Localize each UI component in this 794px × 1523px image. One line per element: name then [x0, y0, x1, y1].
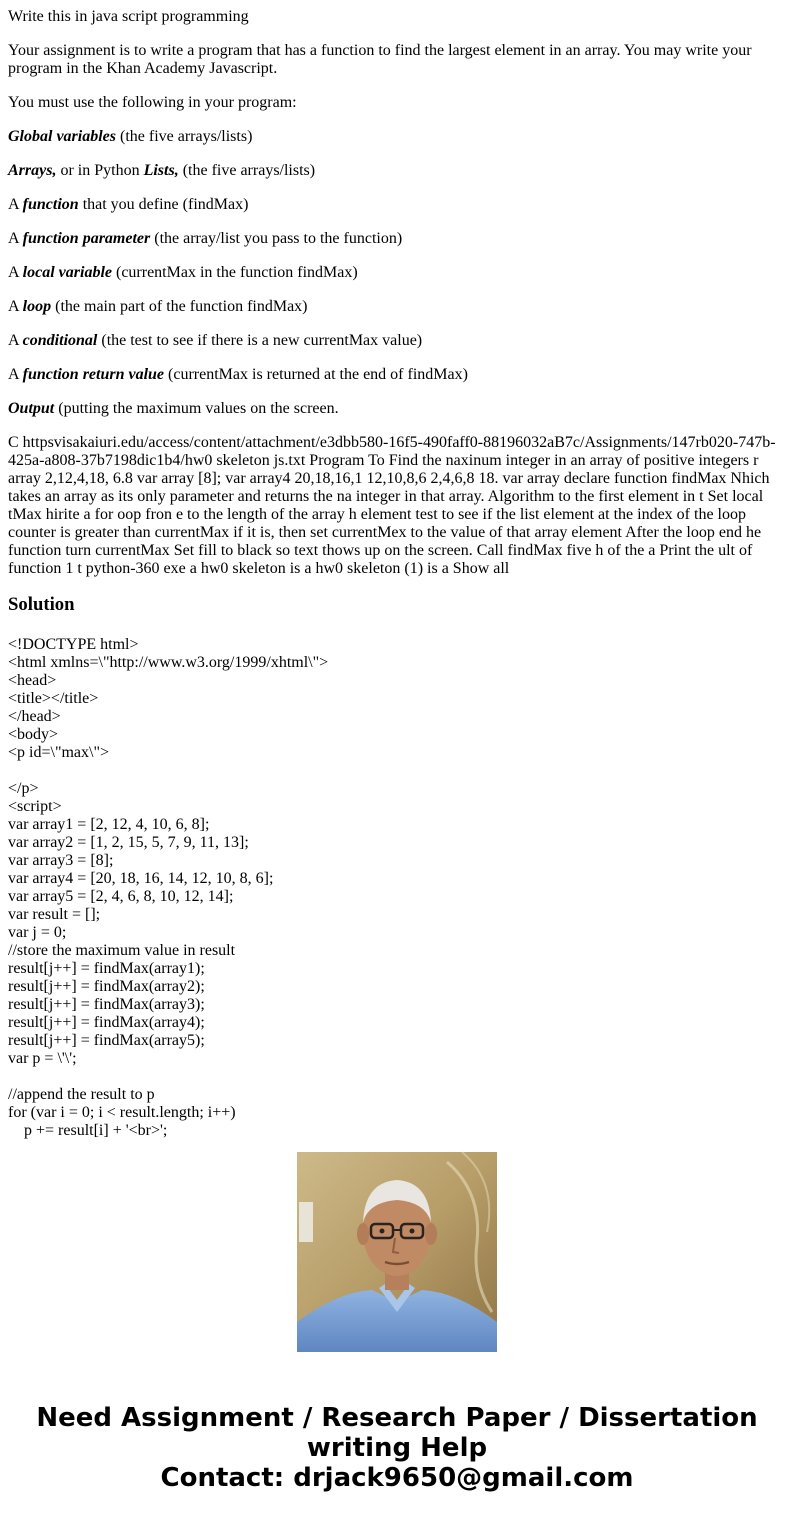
code-line: p += result[i] + '<br>'; [8, 1122, 168, 1139]
code-line: var array4 = [20, 18, 16, 14, 12, 10, 8, 6]; [8, 870, 274, 887]
requirement-item: A function parameter (the array/list you pass to the function) [8, 230, 403, 247]
requirement-item: A loop (the main part of the function findMax) [8, 298, 308, 315]
requirement-item: Arrays, or in Python Lists, (the five arrays/lists) [8, 162, 316, 179]
code-line: <!DOCTYPE html> [8, 636, 139, 653]
requirement-item: A conditional (the test to see if there is a new currentMax value) [8, 332, 423, 349]
code-line: var j = 0; [8, 924, 67, 941]
code-line: </p> [8, 780, 39, 797]
code-line: var p = \'\'; [8, 1050, 77, 1067]
code-line: <script> [8, 798, 62, 815]
code-line [8, 762, 786, 780]
requirement-item: Global variables (the five arrays/lists) [8, 128, 253, 145]
solution-code [8, 636, 786, 1139]
requirement-item: Output (putting the maximum values on the screen. [8, 400, 339, 417]
code-line: <html xmlns=\"http://www.w3.org/1999/xhtml\"> [8, 654, 329, 671]
code-line: result[j++] = findMax(array3); [8, 996, 205, 1013]
code-line: var result = []; [8, 906, 101, 923]
promo-text [0, 1403, 794, 1493]
code-line: //store the maximum value in result [8, 942, 236, 959]
code-line: var array5 = [2, 4, 6, 8, 10, 12, 14]; [8, 888, 234, 905]
code-line: <body> [8, 726, 59, 743]
requirement-item: A local variable (currentMax in the function findMax) [8, 264, 358, 281]
question-intro: Write this in java script programming [8, 8, 249, 25]
code-line: result[j++] = findMax(array4); [8, 1014, 205, 1031]
solution-heading: Solution [8, 594, 75, 615]
code-line: result[j++] = findMax(array1); [8, 960, 205, 977]
code-line: </head> [8, 708, 61, 725]
code-line: <p id=\"max\"> [8, 744, 110, 761]
code-line: <head> [8, 672, 57, 689]
question-ocr-text: C httpsvisakaiuri.edu/access/content/attachment/e3dbb580-16f5-490faff0-88196032aB7c/Assignments/147rb020-747b-425a-a808-37b7198dic1b4/hw0 skeleton js.txt Program To Find the naxinum integer in an array of positive integers r array 2,12,4,18, 6.8 var array [8]; var array4 20,18,16,1 12,10,8,6 2,4,6,8 18. var array declare function findMax Nhich takes an array as its only parameter and returns the na integer in that array. Algorithm to the first element in t Set local tMax hirite a for oop fron e to the length of the array h element test to see if the list element at the index of the loop counter is greater than currentMax if it is, then set currentMex to the value of that array element After the loop end he function turn currentMax Set fill to black so text thows up on the screen. Call findMax five h of the a Print the ult of function 1 t python-360 exe a hw0 skeleton is a hw0 skeleton (1) is a Show all [8, 434, 776, 577]
code-line: result[j++] = findMax(array2); [8, 978, 205, 995]
question-must-use: You must use the following in your program: [8, 94, 297, 111]
promo-line: writing Help [306, 1433, 488, 1463]
requirement-item: A function return value (currentMax is returned at the end of findMax) [8, 366, 468, 383]
code-line: for (var i = 0; i < result.length; i++) [8, 1104, 236, 1121]
code-line: result[j++] = findMax(array5); [8, 1032, 205, 1049]
code-line: //append the result to p [8, 1086, 155, 1103]
code-line: <title></title> [8, 690, 99, 707]
code-line: var array3 = [8]; [8, 852, 114, 869]
requirement-item: A function that you define (findMax) [8, 196, 249, 213]
author-photo [297, 1152, 497, 1352]
question-body [8, 0, 786, 632]
code-line: var array1 = [2, 12, 4, 10, 6, 8]; [8, 816, 210, 833]
promo-line: Need Assignment / Research Paper / Dissertation [36, 1403, 758, 1433]
code-line [8, 1068, 786, 1086]
promo-contact: Contact: drjack9650@gmail.com [160, 1463, 634, 1493]
code-line: var array2 = [1, 2, 15, 5, 7, 9, 11, 13]; [8, 834, 249, 851]
avatar [297, 1152, 497, 1352]
question-assignment: Your assignment is to write a program that has a function to find the largest element in an array. You may write your program in the Khan Academy Javascript. [8, 42, 752, 77]
